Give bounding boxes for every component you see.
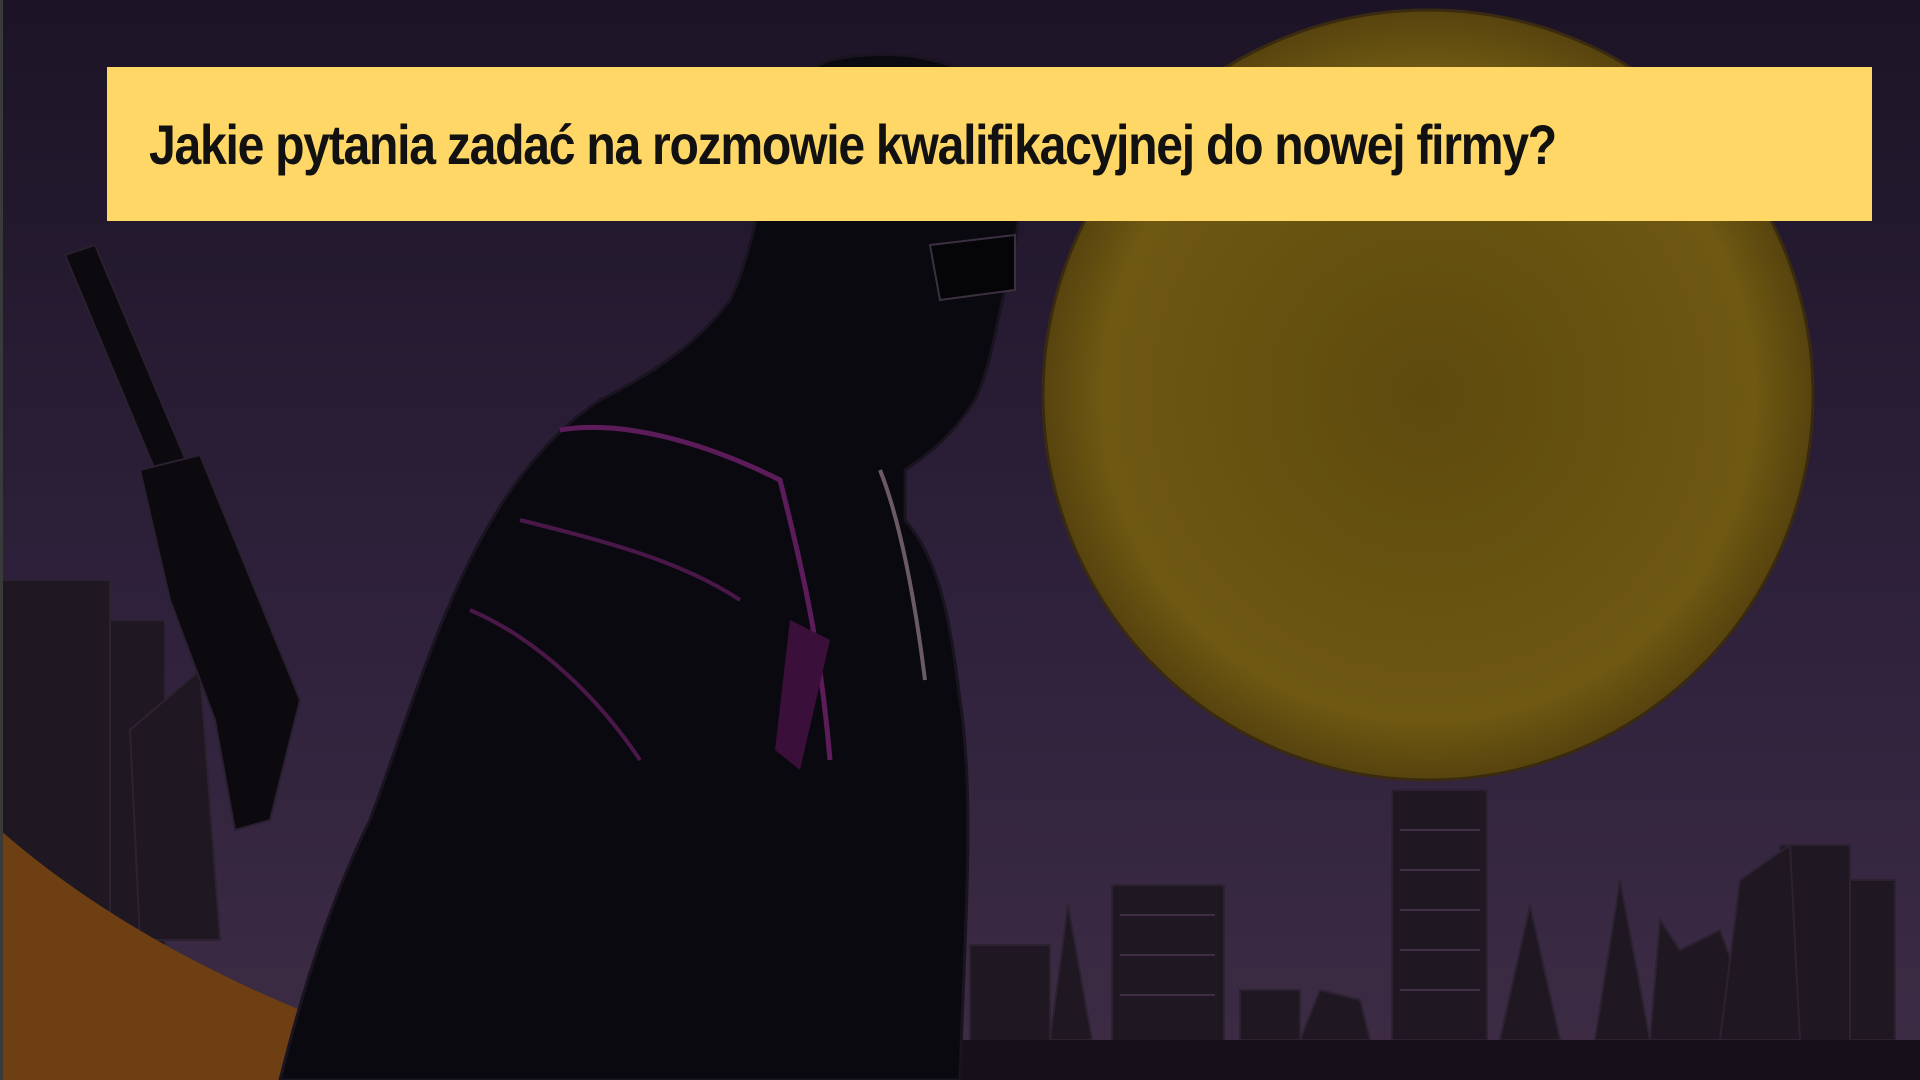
page-title: Jakie pytania zadać na rozmowie kwalifikacyjnej do nowej firmy? (149, 112, 1556, 176)
title-banner (107, 67, 1872, 221)
left-edge-strip (0, 0, 3, 1080)
